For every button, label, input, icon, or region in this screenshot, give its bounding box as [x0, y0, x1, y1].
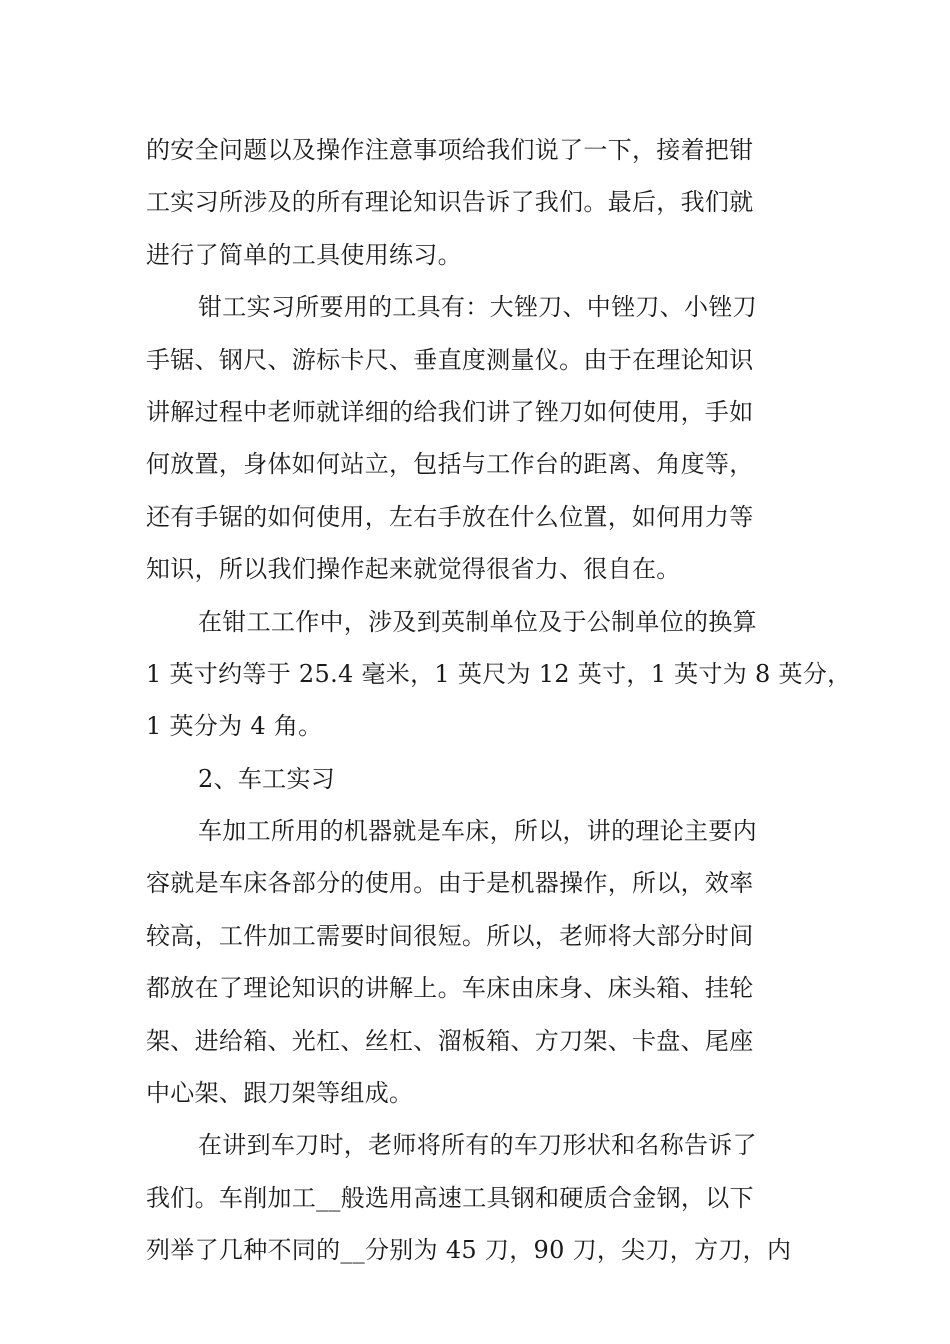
- text-line: 工实习所涉及的所有理论知识告诉了我们。最后，我们就: [146, 188, 754, 217]
- text-line: 都放在了理论知识的讲解上。车床由床身、床头箱、挂轮: [146, 974, 754, 1003]
- text-line: 讲解过程中老师就详细的给我们讲了锉刀如何使用，手如: [146, 397, 754, 426]
- paragraph-start-line: 钳工实习所要用的工具有：大锉刀、中锉刀、小锉刀: [198, 293, 757, 322]
- paragraph-start-line: 在讲到车刀时，老师将所有的车刀形状和名称告诉了: [198, 1131, 757, 1160]
- text-line: 还有手锯的如何使用，左右手放在什么位置，如何用力等: [146, 502, 754, 531]
- text-line: 的安全问题以及操作注意事项给我们说了一下，接着把钳: [146, 136, 754, 164]
- text-line: 较高，工件加工需要时间很短。所以，老师将大部分时间: [146, 921, 754, 950]
- text-line: 架、进给箱、光杠、丝杠、溜板箱、方刀架、卡盘、尾座: [146, 1026, 754, 1055]
- section-heading: 2、车工实习: [198, 764, 336, 793]
- text-line: 容就是车床各部分的使用。由于是机器操作，所以，效率: [146, 869, 754, 898]
- text-line: 知识，所以我们操作起来就觉得很省力、很自在。: [146, 555, 681, 584]
- text-line: 1 英分为 4 角。: [146, 712, 323, 741]
- text-line: 何放置，身体如何站立，包括与工作台的距离、角度等，: [146, 450, 754, 479]
- document-body: [146, 124, 852, 1277]
- paragraph-start-line: 在钳工工作中，涉及到英制单位及于公制单位的换算: [198, 607, 757, 636]
- text-line: 1 英寸约等于 25.4 毫米，1 英尺为 12 英寸，1 英寸为 8 英分，: [146, 659, 852, 688]
- text-line: 我们。车削加工__般选用高速工具钢和硬质合金钢，以下: [146, 1183, 754, 1212]
- text-line: 进行了简单的工具使用练习。: [146, 240, 462, 269]
- paragraph-start-line: 车加工所用的机器就是车床，所以，讲的理论主要内: [198, 817, 757, 846]
- text-line: 手锯、钢尺、游标卡尺、垂直度测量仪。由于在理论知识: [146, 345, 754, 374]
- text-line: 中心架、跟刀架等组成。: [146, 1079, 414, 1108]
- text-line: 列举了几种不同的__分别为 45 刀，90 刀，尖刀，方刀，内: [146, 1236, 792, 1265]
